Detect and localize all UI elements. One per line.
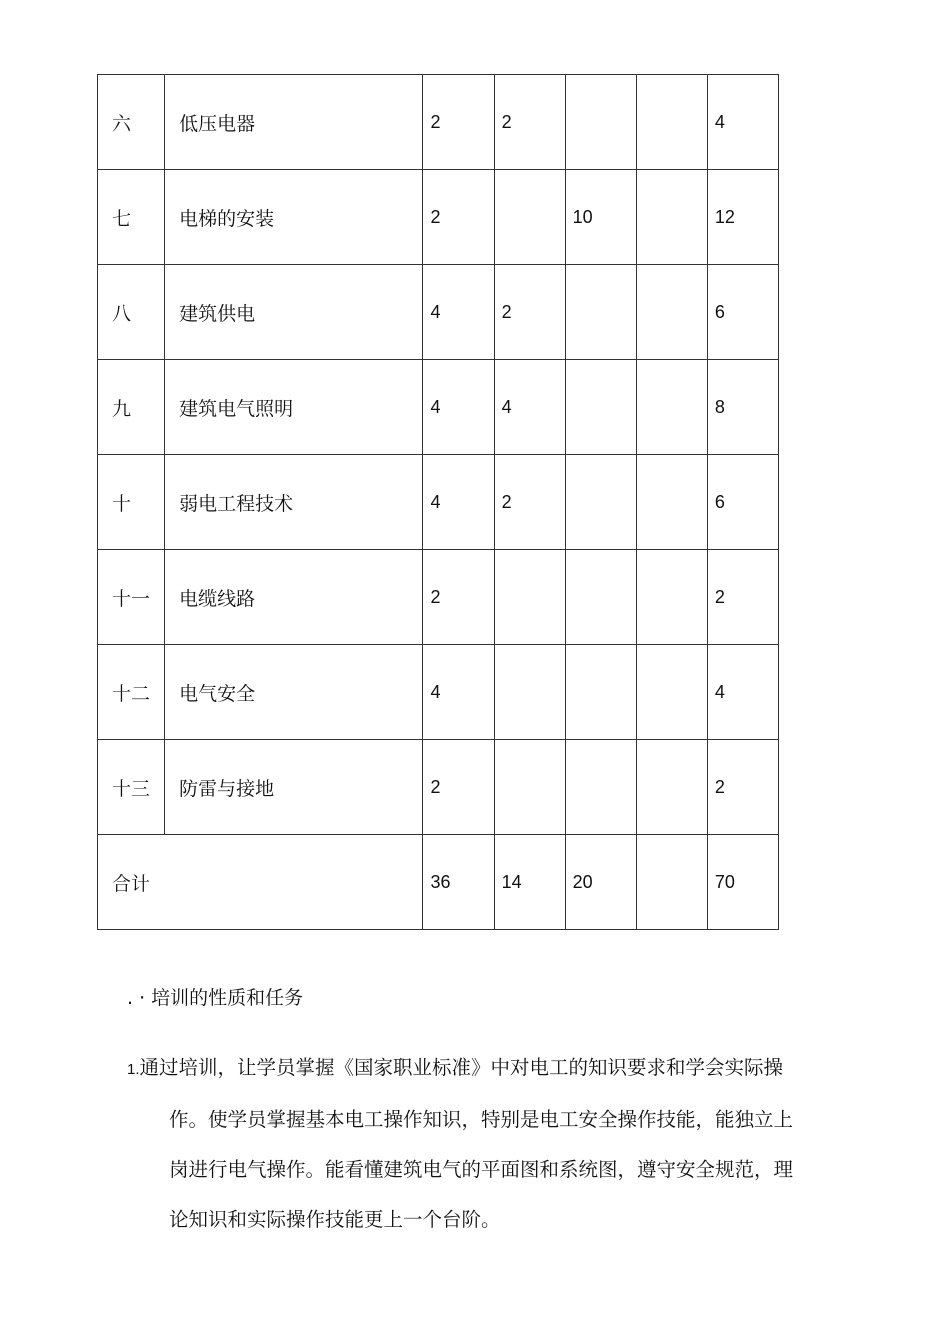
row-index: 十二: [98, 645, 165, 740]
hours-cell-4: [636, 360, 707, 455]
hours-total: 4: [707, 645, 778, 740]
paragraph-line-4: 论知识和实际操作技能更上一个台阶。: [169, 1208, 501, 1231]
paragraph-line-3: 岗进行电气操作。能看懂建筑电气的平面图和系统图，遵守安全规范，理: [169, 1158, 794, 1181]
row-index: 九: [98, 360, 165, 455]
hours-total: 12: [707, 170, 778, 265]
summary-label: 合计: [98, 835, 423, 930]
row-index: 六: [98, 75, 165, 170]
course-name: 电缆线路: [165, 550, 423, 645]
paragraph-text-1: 通过培训，让学员掌握《国家职业标准》中对电工的知识要求和学会实际操: [139, 1056, 784, 1079]
table-row: [98, 455, 779, 550]
hours-total: 8: [707, 360, 778, 455]
hours-cell-3: [565, 740, 636, 835]
hours-cell-2: [494, 645, 565, 740]
summary-row: [98, 835, 779, 930]
hours-cell-1: 4: [423, 265, 494, 360]
hours-cell-1: 4: [423, 455, 494, 550]
paragraph-line-1: [127, 1043, 857, 1095]
hours-cell-4: [636, 75, 707, 170]
hours-cell-1: 2: [423, 740, 494, 835]
list-marker: 1.: [127, 1061, 140, 1078]
hours-cell-1: 2: [423, 550, 494, 645]
hours-cell-1: 2: [423, 75, 494, 170]
row-index: 十: [98, 455, 165, 550]
table-row: [98, 170, 779, 265]
table-row: [98, 265, 779, 360]
table-row: [98, 75, 779, 170]
table-row: [98, 645, 779, 740]
paragraph-line-2: 作。使学员掌握基本电工操作知识，特别是电工安全操作技能，能独立上: [169, 1108, 794, 1131]
hours-cell-2: 2: [494, 265, 565, 360]
course-hours-table: [97, 74, 779, 930]
table-row: [98, 550, 779, 645]
hours-cell-2: 4: [494, 360, 565, 455]
hours-cell-4: [636, 550, 707, 645]
hours-cell-3: [565, 75, 636, 170]
course-name: 弱电工程技术: [165, 455, 423, 550]
summary-cell-2: 14: [494, 835, 565, 930]
table-body: [98, 75, 779, 930]
hours-cell-2: [494, 550, 565, 645]
hours-cell-3: [565, 455, 636, 550]
section-heading: . · 培训的性质和任务: [127, 987, 304, 1009]
row-index: 十三: [98, 740, 165, 835]
hours-cell-2: [494, 170, 565, 265]
hours-cell-3: [565, 360, 636, 455]
hours-total: 2: [707, 550, 778, 645]
summary-cell-4: [636, 835, 707, 930]
row-index: 八: [98, 265, 165, 360]
hours-cell-1: 4: [423, 360, 494, 455]
hours-cell-1: 4: [423, 645, 494, 740]
course-name: 建筑电气照明: [165, 360, 423, 455]
course-name: 低压电器: [165, 75, 423, 170]
course-name: 建筑供电: [165, 265, 423, 360]
hours-total: 6: [707, 455, 778, 550]
hours-cell-4: [636, 645, 707, 740]
row-index: 七: [98, 170, 165, 265]
hours-cell-4: [636, 170, 707, 265]
hours-cell-2: [494, 740, 565, 835]
summary-total: 70: [707, 835, 778, 930]
summary-cell-1: 36: [423, 835, 494, 930]
course-name: 电气安全: [165, 645, 423, 740]
course-name: 电梯的安装: [165, 170, 423, 265]
hours-cell-3: [565, 265, 636, 360]
hours-cell-4: [636, 455, 707, 550]
hours-cell-4: [636, 265, 707, 360]
hours-cell-3: [565, 550, 636, 645]
hours-cell-1: 2: [423, 170, 494, 265]
hours-cell-3: [565, 645, 636, 740]
hours-cell-2: 2: [494, 75, 565, 170]
body-paragraph: [127, 1043, 857, 1245]
hours-cell-4: [636, 740, 707, 835]
hours-total: 4: [707, 75, 778, 170]
summary-cell-3: 20: [565, 835, 636, 930]
row-index: 十一: [98, 550, 165, 645]
table-row: [98, 360, 779, 455]
course-name: 防雷与接地: [165, 740, 423, 835]
hours-total: 2: [707, 740, 778, 835]
hours-cell-3: 10: [565, 170, 636, 265]
hours-total: 6: [707, 265, 778, 360]
hours-cell-2: 2: [494, 455, 565, 550]
table-row: [98, 740, 779, 835]
